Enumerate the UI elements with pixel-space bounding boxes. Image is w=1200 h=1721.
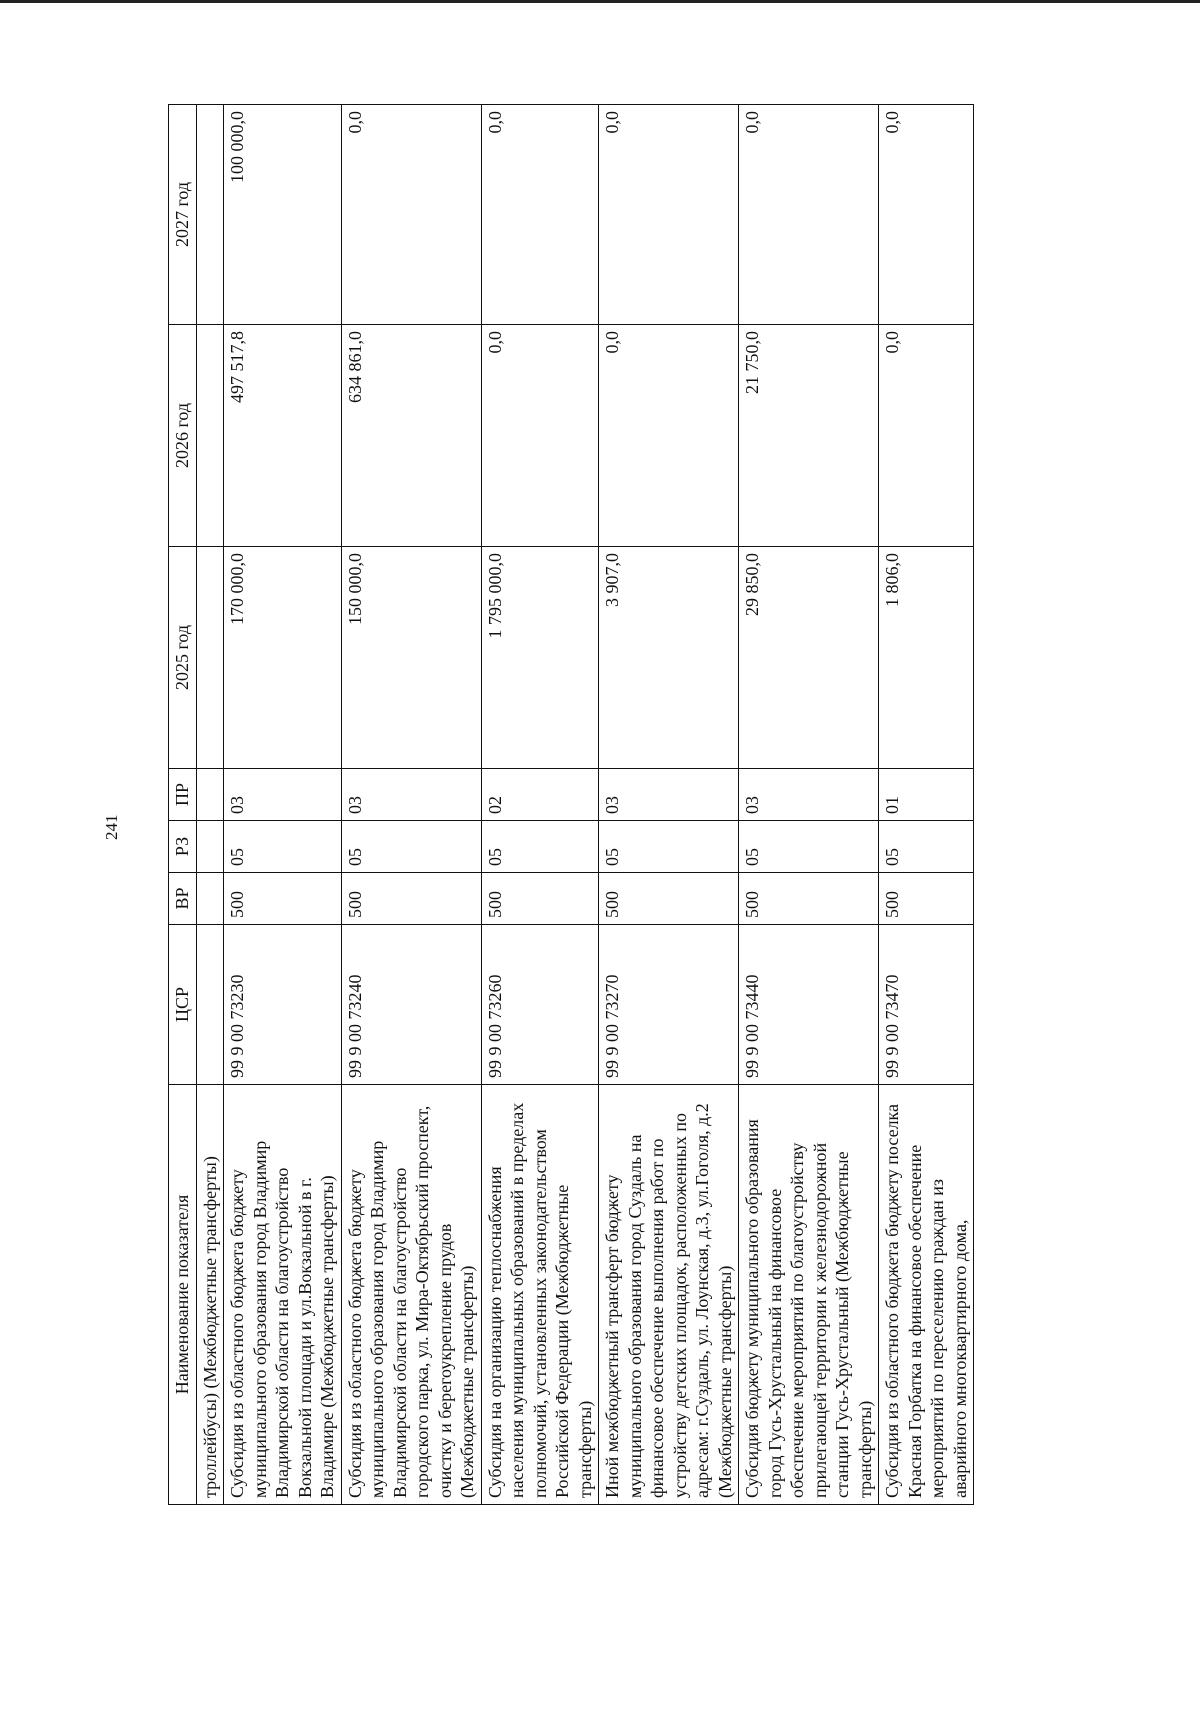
table-header-row (169, 105, 197, 1505)
row-2026: 0,0 (599, 325, 739, 547)
row-pr: 02 (481, 769, 599, 821)
row-pr: 03 (224, 769, 342, 821)
row-name: Субсидия бюджету муниципального образования город Гусь-Хрустальный на финансовое обеспечение мероприятий по благоустройству прилегающей территории к железнодорожной станции Гусь-Хрустальный (Межбюджетные трансферты) (739, 1085, 879, 1505)
row-name: Субсидия на организацию теплоснабжения населения муниципальных образований в пределах полномочий, установленных законодательством Российской Федерации (Межбюджетные трансферты) (481, 1085, 599, 1505)
row-rz: 05 (224, 821, 342, 873)
row-vr: 500 (481, 873, 599, 925)
row-csr: 99 9 00 73470 (879, 925, 974, 1085)
row-2025: 1 806,0 (879, 547, 974, 769)
row-2025: 1 795 000,0 (481, 547, 599, 769)
row-2026: 634 861,0 (341, 325, 481, 547)
row-name: Субсидия из областного бюджета бюджету поселка Красная Горбатка на финансовое обеспечение мероприятий по переселению граждан из аварийного многоквартирного дома, (879, 1085, 974, 1505)
row-2027: 100 000,0 (224, 105, 342, 325)
row-name: Иной межбюджетный трансферт бюджету муниципального образования город Суздаль на финансовое обеспечение выполнения работ по устройству детских площадок, расположенных по адресам: г.Суздаль, ул. Лоунская, д.3, ул.Гоголя, д.2 (Межбюджетные трансферты) (599, 1085, 739, 1505)
row-pr: 03 (341, 769, 481, 821)
row-name: Субсидия из областного бюджета бюджету муниципального образования город Владимир Владимирской области на благоустройство городского парка, ул. Мира-Октябрьский проспект, очистку и берегоукрепление прудов (Межбюджетные трансферты) (341, 1085, 481, 1505)
row-rz: 05 (481, 821, 599, 873)
table-row (224, 105, 342, 1505)
row-2027: 0,0 (599, 105, 739, 325)
row-2027: 0,0 (739, 105, 879, 325)
row-2027: 0,0 (481, 105, 599, 325)
row-2026: 21 750,0 (739, 325, 879, 547)
row-vr: 500 (341, 873, 481, 925)
row-2026: 0,0 (481, 325, 599, 547)
rotated-table-wrapper (168, 105, 1048, 1505)
carryover-text: троллейбусы) (Межбюджетные трансферты) (196, 1085, 224, 1505)
row-vr: 500 (224, 873, 342, 925)
row-2025: 29 850,0 (739, 547, 879, 769)
row-2025: 150 000,0 (341, 547, 481, 769)
header-2027: 2027 год (169, 105, 197, 325)
row-vr: 500 (599, 873, 739, 925)
row-csr: 99 9 00 73270 (599, 925, 739, 1085)
row-2027: 0,0 (341, 105, 481, 325)
row-2027: 0,0 (879, 105, 974, 325)
scan-top-edge (0, 0, 1200, 3)
table-row (481, 105, 599, 1505)
row-csr: 99 9 00 73230 (224, 925, 342, 1085)
row-csr: 99 9 00 73260 (481, 925, 599, 1085)
row-2026: 497 517,8 (224, 325, 342, 547)
row-rz: 05 (341, 821, 481, 873)
table-row (739, 105, 879, 1505)
row-2026: 0,0 (879, 325, 974, 547)
budget-table (168, 104, 974, 1505)
row-rz: 05 (879, 821, 974, 873)
header-name: Наименование показателя (169, 1085, 197, 1505)
row-2025: 3 907,0 (599, 547, 739, 769)
header-csr: ЦСР (169, 925, 197, 1085)
row-pr: 03 (739, 769, 879, 821)
header-rz: РЗ (169, 821, 197, 873)
row-vr: 500 (879, 873, 974, 925)
row-csr: 99 9 00 73240 (341, 925, 481, 1085)
page-number: 241 (102, 814, 121, 840)
row-2025: 170 000,0 (224, 547, 342, 769)
row-csr: 99 9 00 73440 (739, 925, 879, 1085)
table-row (341, 105, 481, 1505)
header-2025: 2025 год (169, 547, 197, 769)
table-row (879, 105, 974, 1505)
header-pr: ПР (169, 769, 197, 821)
table-row (599, 105, 739, 1505)
row-rz: 05 (739, 821, 879, 873)
table-row-carryover (196, 105, 224, 1505)
header-vr: ВР (169, 873, 197, 925)
row-pr: 01 (879, 769, 974, 821)
row-vr: 500 (739, 873, 879, 925)
row-pr: 03 (599, 769, 739, 821)
header-2026: 2026 год (169, 325, 197, 547)
row-rz: 05 (599, 821, 739, 873)
row-name: Субсидия из областного бюджета бюджету муниципального образования город Владимир Владимирской области на благоустройство Вокзальной площади и ул.Вокзальной в г. Владимире (Межбюджетные трансферты) (224, 1085, 342, 1505)
